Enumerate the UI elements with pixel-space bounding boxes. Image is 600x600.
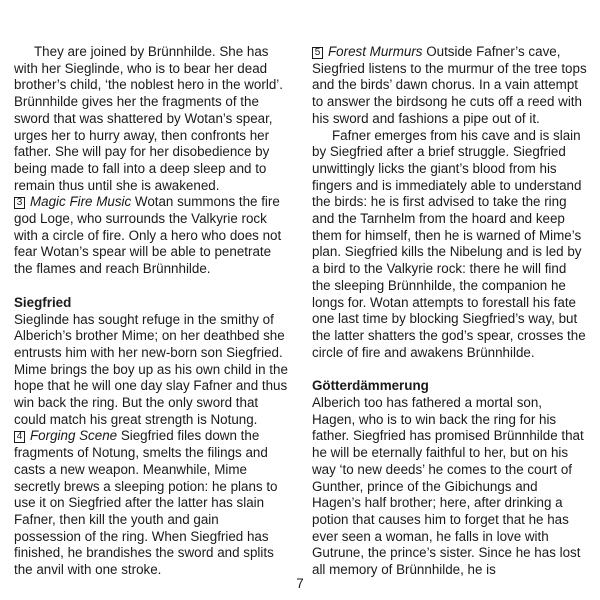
track-number-badge: 4 [14, 431, 25, 443]
intro-paragraph: They are joined by Brünnhilde. She has with her Sieglinde, who is to bear her dead brother’s child, ‘the noblest hero in the world’. Brünnhilde gives her the fragments of the sword that was shattered by Wotan’s spear, urges her to hurry away, then confronts her father. She will pay for her disobedience by being made to fall into a deep sleep and to remain thus until she is awakened. [14, 44, 283, 193]
right-column [312, 44, 587, 579]
track-description: Outside Fafner’s cave, Siegfried listens to the murmur of the tree tops and the birds’ dawn chorus. In a vain attempt to answer the birdsong he cuts off a reed with his sword and fashions a pipe out of it. [312, 44, 587, 126]
fafner-paragraph: Fafner emerges from his cave and is slain by Siegfried after a brief struggle. Siegfried unwittingly licks the giant’s blood from his fingers and is immediately able to understand the birds: he is first advised to take the ring and the Tarnhelm from the hoard and keep them for himself, then he is warned of Mime’s plan. Siegfried kills the Nibelung and is led by a bird to the Valkyrie rock: there he will find the sleeping Brünnhilde, the companion he longs for. Wotan attempts to forestall his fate one last time by blocking Siegfried’s way, but the latter shatters the god’s spear, crosses the circle of fire and awakens Brünnhilde. [312, 127, 586, 360]
track-title: Forging Scene [30, 428, 118, 444]
track-number-badge: 3 [14, 197, 25, 209]
left-column [14, 44, 289, 579]
section-heading-gotterdammerung: Götterdämmerung [312, 378, 429, 394]
track-3-paragraph [14, 194, 289, 278]
gotterdammerung-paragraph: Alberich too has fathered a mortal son, Hagen, who is to win back the ring for his father. Siegfried has promised Brünnhilde that he will be eternally faithful to her, but on his way ‘to new deeds’ he comes to the court of Gunther, prince of the Gibichungs and Hagen’s half brother; here, after drinking a potion that causes him to forget that he has ever seen a woman, he falls in love with Gutrune, the prince’s sister. Since he has lost all memory of Brünnhilde, he is [312, 395, 584, 578]
track-title: Magic Fire Music [30, 194, 132, 210]
track-description: Wotan summons the fire god Loge, who surrounds the Valkyrie rock with a circle of fire. Only a hero who does not fear Wotan’s spear will be able to penetrate the flames and reach Brünnhilde. [14, 194, 282, 277]
siegfried-paragraph: Sieglinde has sought refuge in the smithy of Alberich’s brother Mime; on her deathbed she entrusts him with her new-born son Siegfried. Mime brings the boy up as his own child in the hope that he will one day slay Fafner and thus win back the ring. But the only sword that could match his great strength is Notung. [14, 311, 288, 427]
track-description: Siegfried files down the fragments of Notung, smelts the filings and casts a new weapon. Meanwhile, Mime secretly brews a sleeping potion: he plans to use it on Siegfried after the latter has slain Fafner, then kill the youth and gain possession of the ring. When Siegfried has finished, he brandishes the sword and splits the anvil with one stroke. [14, 428, 278, 578]
track-number-badge: 5 [312, 47, 323, 59]
section-heading-siegfried: Siegfried [14, 294, 72, 310]
page-number: 7 [296, 576, 304, 591]
track-title: Forest Murmurs [328, 44, 423, 59]
track-4-paragraph [14, 428, 289, 578]
track-5-paragraph [312, 44, 587, 128]
